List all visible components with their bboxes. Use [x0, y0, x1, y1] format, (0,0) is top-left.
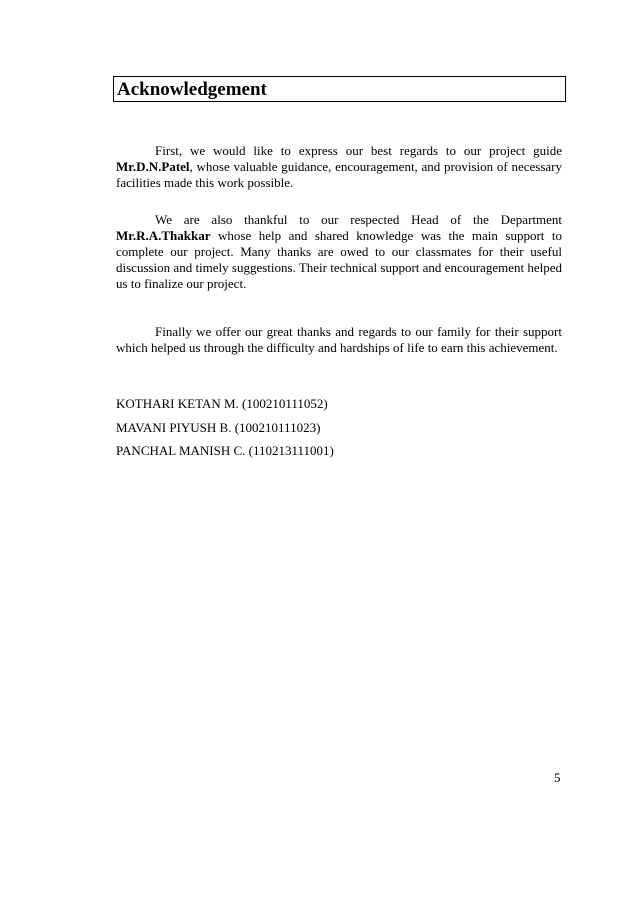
- author-list: [116, 396, 334, 467]
- paragraph-hod-thanks: [116, 212, 562, 292]
- author-item: MAVANI PIYUSH B. (100210111023): [116, 419, 321, 435]
- paragraph-guide-thanks: [116, 143, 562, 191]
- hod-name: Mr.R.A.Thakkar: [116, 228, 211, 243]
- page-number: 5: [554, 770, 561, 785]
- page-title: Acknowledgement: [117, 79, 267, 100]
- paragraph-text: , whose valuable guidance, encouragement, and provision of necessary facilities made this work possible.: [116, 159, 562, 190]
- paragraph-text: We are also thankful to our respected Head of the Department: [155, 212, 562, 227]
- paragraph-text: whose help and shared knowledge was the main support to complete our project. Many thanks are owed to our classmates for their useful discussion and timely suggestions. Their technical support and encouragement helped us to finalize our project.: [116, 228, 562, 291]
- author-item: KOTHARI KETAN M. (100210111052): [116, 396, 328, 411]
- guide-name: Mr.D.N.Patel: [116, 159, 190, 174]
- paragraph-family-thanks: Finally we offer our great thanks and regards to our family for their support which helped us through the difficulty and hardships of life to earn this achievement.: [116, 324, 562, 355]
- author-item: PANCHAL MANISH C. (110213111001): [116, 443, 334, 458]
- heading-box: [113, 76, 566, 102]
- paragraph-text: First, we would like to express our best regards to our project guide: [155, 143, 562, 158]
